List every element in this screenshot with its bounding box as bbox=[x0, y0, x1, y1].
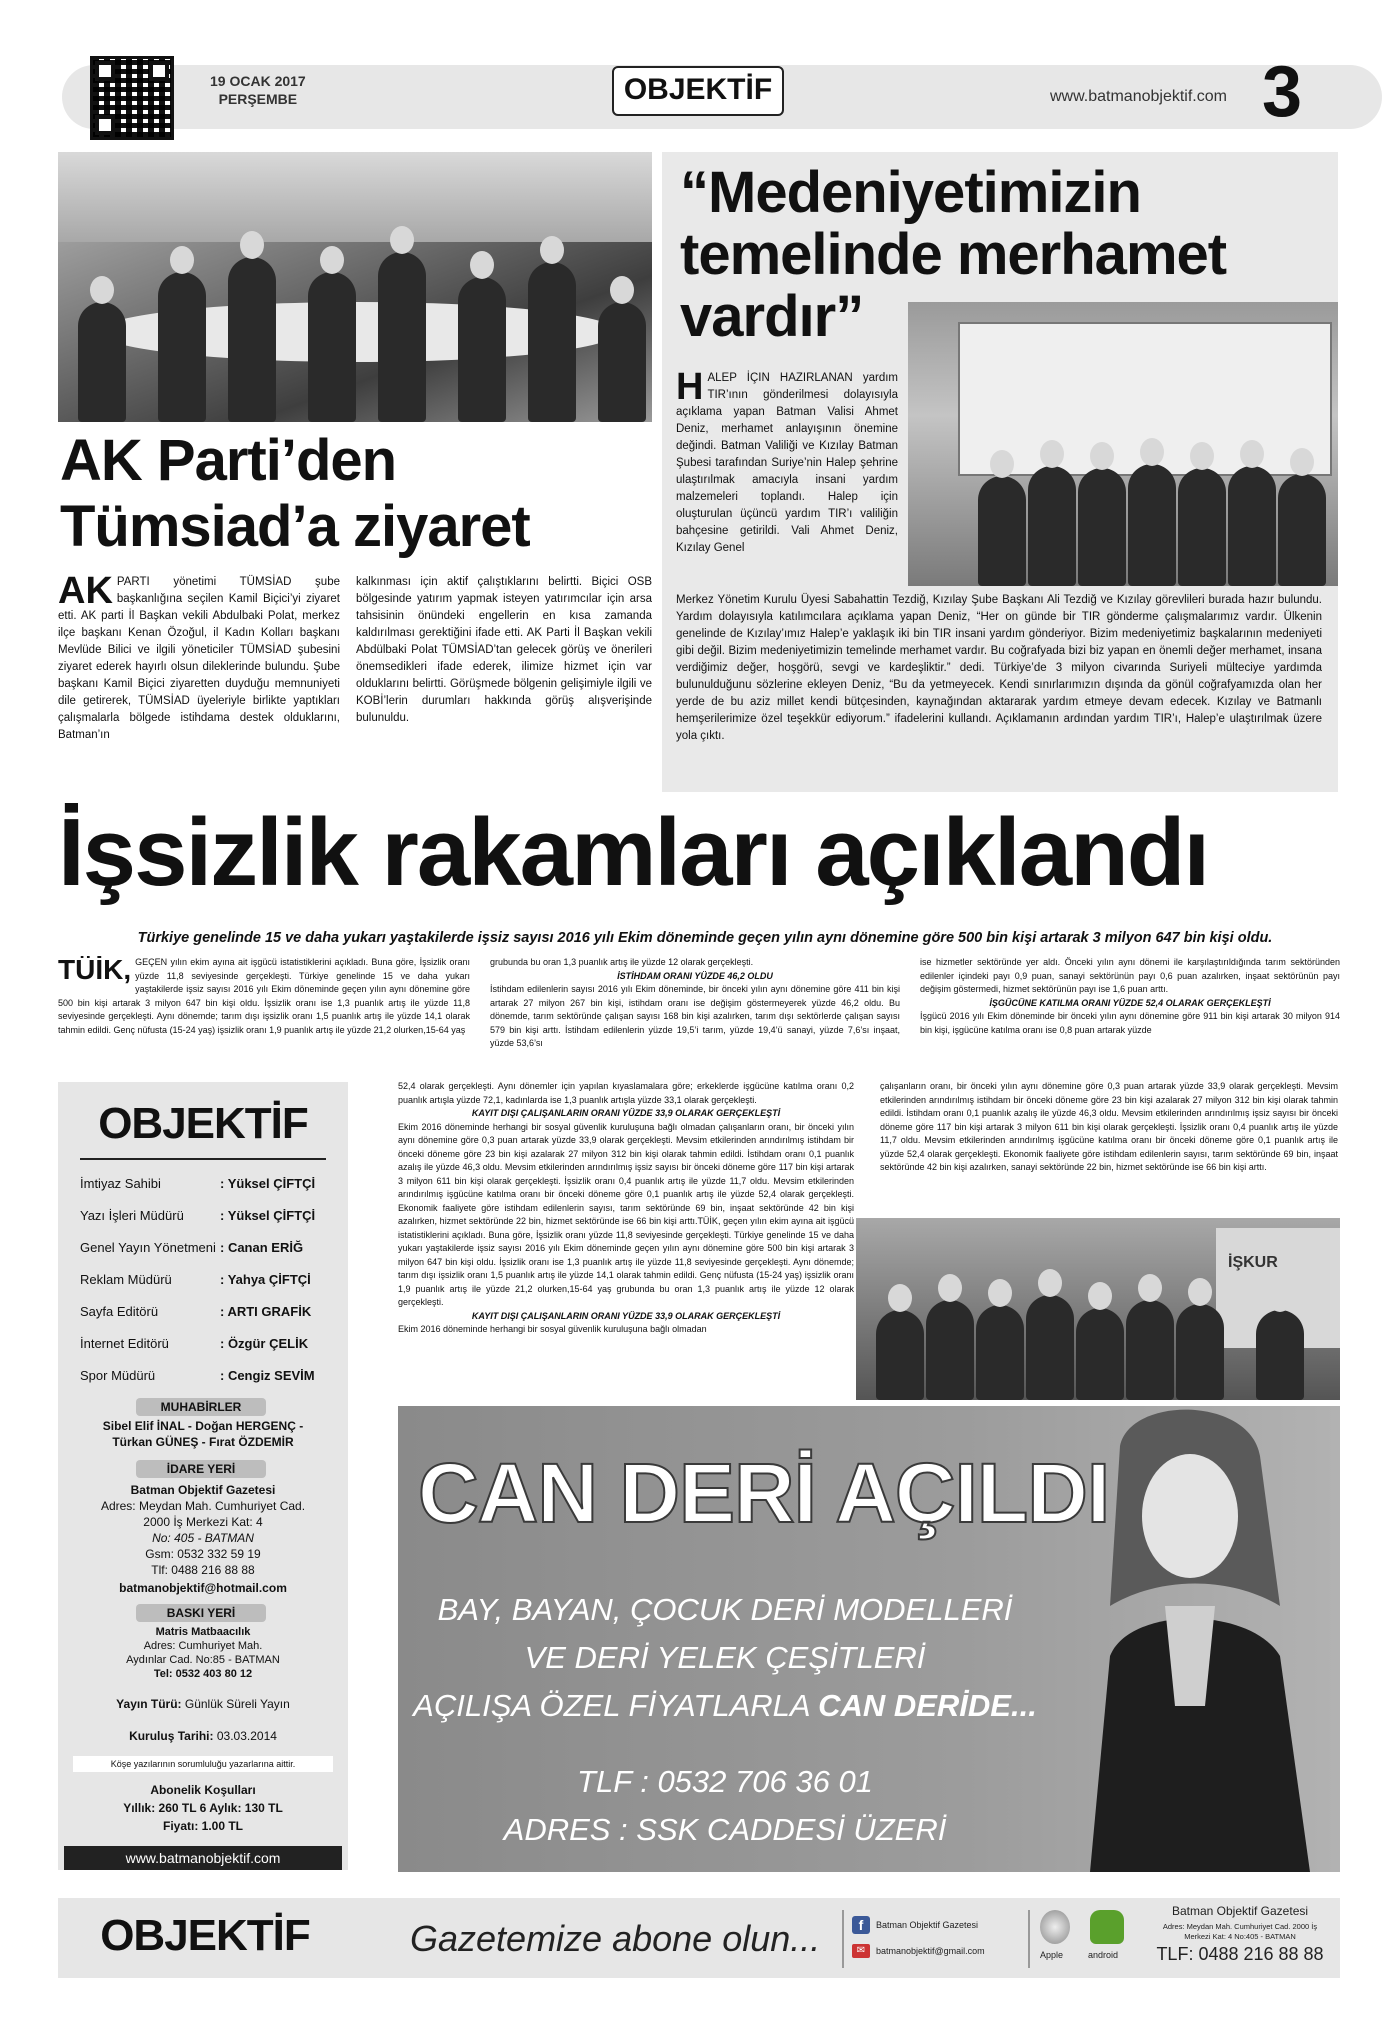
baski-line: Adres: Cumhuriyet Mah. bbox=[143, 1640, 263, 1652]
body-text: PARTI yönetimi TÜMSİAD şube başkanlığına seçilen Kamil Biçici’yi ziyaret etti. AK parti İl Başkan vekili Abdulbaki Polat, merkez ilçe başkanı Kenan Özoğul, il Kadın Kolları başkanı Mevlüde Bilici ve ilgili yöneticiler TÜMSİAD şubesini ziyaret ederek hayırlı olsun dileklerinde bulundu. Şube başkanı Kamil Biçici ziyaretten duyduğu memnuniyeti dile getirerek, TÜMSİAD üyeleriyle birlikte yaptıkları çalışmalarla bölgede istihdama destek olduklarını, Batman’ın bbox=[58, 576, 340, 741]
section-subhead: KAYIT DIŞI ÇALIŞANLARIN ORANI YÜZDE 33,9 OLARAK GERÇEKLEŞTİ bbox=[471, 1310, 781, 1321]
body-text: 52,4 olarak gerçekleşti. Aynı dönemler için yapılan kıyaslamalara göre; erkeklerde işgücüne katılma oranı 0,2 puanlık artışla yüzde 72,1, kadınlarda ise 1,3 puanlık artışla yüzde 33,1 olarak gerçekleşti. bbox=[398, 1081, 854, 1105]
body-text: grubunda bu oran 1,3 puanlık artış ile yüzde 12 olarak gerçekleşti. bbox=[490, 957, 754, 967]
footer-divider bbox=[1028, 1910, 1030, 1968]
apple-icon[interactable] bbox=[1040, 1910, 1070, 1944]
issue-date bbox=[210, 72, 306, 108]
qr-code-icon bbox=[90, 56, 174, 140]
iskur-crowd-photo bbox=[856, 1218, 1340, 1400]
kurulus-key: Kuruluş Tarihi: bbox=[129, 1729, 214, 1743]
idare-heading: İDARE YERİ bbox=[136, 1460, 266, 1478]
qr-finder bbox=[95, 61, 115, 81]
idare-email[interactable]: batmanobjektif@hotmail.com bbox=[119, 1581, 287, 1595]
row-key: Reklam Müdürü bbox=[80, 1272, 172, 1287]
idare-name: Batman Objektif Gazetesi bbox=[130, 1483, 276, 1497]
yayin-turu bbox=[64, 1696, 342, 1712]
body-text: Ekim 2016 döneminde herhangi bir sosyal güvenlik kuruluşuna bağlı olmadan çalışanların oranı, bir önceki yılın aynı dönemine göre 0,3 puan artarak yüzde 33,9 olarak gerçekleşti. Mevsim etkilerinden arındırılmış istihdam bir önceki döneme göre 23 bin kişi azalarak 27 milyon 312 bin kişi olarak tahmin edildi. İstihdam oranı 0,1 puanlık azalış ile yüzde 46,3 oldu. Mevsim etkilerinden arındırılmış işsiz sayısı bir önceki döneme göre 117 bin kişi artarak 3 milyon 611 bin kişi olarak gerçekleşti. İşsizlik oranı 0,4 puanlık artış ile yüzde 11,7 oldu. Mevsim etkilerinden arındırılmış işgücüne katılma oranı bir önceki döneme göre 0,1 puanlık artış ile yüzde 52,4 olarak gerçekleşti. Ekonomik faaliyete göre istihdam edilenlerin sayısı, tarım sektöründe 69 bin, inşaat sektöründe 42 bin kişi azalırken, hizmet sektöründe 22 bin, hizmet sektöründe ise 66 bin kişi arttı.TÜİK, geçen yılın ekim ayına ait işgücü istatistiklerini açıkladı. Buna göre, İşsizlik oranı yüzde 11,8 seviyesinde gerçekleşti. Türkiye genelinde 15 ve daha yukarı yaştakilerde işsiz sayısı 2016 yılı Ekim döneminde geçen yılın aynı dönemine göre 500 bin kişi artarak 3 milyon 647 bin kişi oldu. İşsizlik oranı ise 1,3 puanlık artış ile yüzde 11,8 seviyesinde gerçekleşti. Aynı dönemde; tarım dışı işsizlik oranı 1,5 puanlık artış ile yüzde 14,1 olarak tahmin edildi. Genç nüfusta (15-24 yaş) işsizlik oranı 1,9 puanlık artış ile yüzde 21,2 olurken,15-64 yaş grubunda bu oran 1,3 puanlık artış ile yüzde 12 olarak gerçekleşti. bbox=[398, 1121, 854, 1307]
row-key: Genel Yayın Yönetmeni bbox=[80, 1240, 216, 1255]
row-value: : ARTI GRAFİK bbox=[220, 1304, 312, 1319]
section-subhead: İSTİHDAM ORANI YÜZDE 46,2 OLDU bbox=[617, 970, 773, 981]
baski-name: Matris Matbaacılık bbox=[155, 1626, 251, 1638]
page-number: 3 bbox=[1262, 52, 1303, 132]
abonelik-heading: Abonelik Koşulları bbox=[150, 1783, 256, 1797]
body-text: kalkınması için aktif çalıştıklarını belirtti. Biçici OSB bölgesinde yatırım yapmak isteyen yatırımcılar için arsa tahsisinin önündeki engellerin en kısa zamanda kaldırılması gerektiğini ifade etti. AK Parti İl Başkan vekili Abdülbaki Polat TÜMSİAD’tan gelecek görüş ve önerileri önemsedikleri ifade ederek, ilimize hizmet için var olduklarını belirtti. Görüşmede bölgenin gelişimiyle ilgili ve KOBİ’lerin durumları hakkında görüş alışverişinde bulunuldu. bbox=[356, 576, 652, 724]
headline-line: Tümsiad’a ziyaret bbox=[60, 494, 530, 559]
ad-line: BAY, BAYAN, ÇOCUK DERİ MODELLERİ bbox=[437, 1592, 1013, 1627]
kurulus-value: 03.03.2014 bbox=[216, 1729, 277, 1743]
baski-line: Aydınlar Cad. No:85 - BATMAN bbox=[126, 1654, 280, 1666]
footer-address: Merkezi Kat: 4 No:405 - BATMAN bbox=[1184, 1932, 1296, 1941]
row-key: İmtiyaz Sahibi bbox=[80, 1176, 161, 1191]
headline-line: “Medeniyetimizin bbox=[680, 160, 1141, 225]
body-text: ALEP İÇIN HAZIRLANAN yardım TIR’ının gönderilmesi dolayısıyla açıklama yapan Batman Valisi Ahmet Deniz, merhamet anlayışının önemine değindi. Batman Valiliği ve Kızılay Batman Şubesi tarafından Suriye’nin Halep şehrine ulaştırılmak amacıyla insani yardım malzemeleri toplandı. Halep için oluşturulan üçüncü yardım TIR’ı valiliğin bahçesine getirildi. Vali Ahmet Deniz, Kızılay Genel bbox=[676, 372, 898, 554]
muhabirler-line: Türkan GÜNEŞ - Fırat ÖZDEMİR bbox=[112, 1435, 294, 1449]
masthead-row bbox=[80, 1368, 330, 1388]
idare-line: Gsm: 0532 332 59 19 bbox=[145, 1547, 261, 1561]
android-icon[interactable] bbox=[1090, 1910, 1124, 1944]
issizlik-col4 bbox=[398, 1080, 854, 1396]
subscribe-slogan: Gazetemize abone olun... bbox=[410, 1918, 821, 1959]
row-key: Spor Müdürü bbox=[80, 1368, 156, 1383]
headline-ak-parti bbox=[60, 428, 660, 560]
baski-heading: BASKI YERİ bbox=[136, 1604, 266, 1622]
row-value: : Cengiz SEVİM bbox=[220, 1368, 315, 1383]
subheadline-issizlik: Türkiye genelinde 15 ve daha yukarı yaştakilerde işsiz sayısı 2016 yılı Ekim döneminde geçen yılın aynı dönemine göre 500 bin kişi artarak 3 milyon 647 bin kişi oldu. bbox=[137, 930, 1273, 946]
masthead-website-link[interactable]: www.batmanobjektif.com bbox=[64, 1846, 342, 1870]
footer-logo[interactable] bbox=[80, 1906, 330, 1966]
iskur-sign: İŞKUR bbox=[1228, 1254, 1278, 1271]
row-value: : Canan ERİĞ bbox=[220, 1240, 304, 1255]
website-link[interactable]: www.batmanobjektif.com bbox=[1050, 88, 1227, 105]
android-label: android bbox=[1088, 1950, 1119, 1960]
row-key: İnternet Editörü bbox=[80, 1336, 169, 1351]
meeting-photo bbox=[58, 152, 652, 422]
ad-line bbox=[400, 1686, 1050, 1726]
footer-tel: TLF: 0488 216 88 88 bbox=[1156, 1944, 1324, 1964]
baski-tel: Tel: 0532 403 80 12 bbox=[153, 1668, 253, 1680]
aid-truck-photo bbox=[908, 302, 1338, 586]
issizlik-col3 bbox=[920, 956, 1340, 1066]
row-value: : Özgür ÇELİK bbox=[220, 1336, 309, 1351]
day-text: PERŞEMBE bbox=[218, 91, 298, 107]
row-key: Yazı İşleri Müdürü bbox=[80, 1208, 184, 1223]
section-subhead: KAYIT DIŞI ÇALIŞANLARIN ORANI YÜZDE 33,9 OLARAK GERÇEKLEŞTİ bbox=[471, 1108, 781, 1118]
muhabirler-line: Sibel Elif İNAL - Doğan HERGENÇ - bbox=[102, 1419, 304, 1433]
idare-line: Tlf: 0488 216 88 88 bbox=[151, 1563, 255, 1577]
qr-finder bbox=[149, 61, 169, 81]
headline-line: temelinde merhamet bbox=[680, 222, 1227, 287]
masthead-row bbox=[80, 1208, 330, 1228]
muhabirler-heading: MUHABİRLER bbox=[136, 1398, 266, 1416]
masthead-row bbox=[80, 1240, 330, 1260]
row-key: Sayfa Editörü bbox=[80, 1304, 159, 1319]
abonelik-price: Yıllık: 260 TL 6 Aylık: 130 TL bbox=[123, 1801, 283, 1815]
section-subhead: İŞGÜCÜNE KATILMA ORANI YÜZDE 52,4 OLARAK GERÇEKLEŞTİ bbox=[989, 997, 1271, 1008]
logo-text: OBJEKTİF bbox=[100, 1911, 310, 1960]
logo-text: OBJEKTİF bbox=[623, 73, 773, 106]
footer-paper-name: Batman Objektif Gazetesi bbox=[1171, 1904, 1309, 1918]
row-value: : Yahya ÇİFTÇİ bbox=[220, 1272, 311, 1287]
apple-label: Apple bbox=[1040, 1950, 1064, 1960]
headline-issizlik: İşsizlik rakamları açıklandı bbox=[58, 799, 1209, 906]
ad-title: CAN DERİ AÇILDI bbox=[418, 1446, 1110, 1540]
ad-text-bold: CAN DERİDE... bbox=[818, 1688, 1037, 1723]
issizlik-col1 bbox=[58, 956, 470, 1066]
body-text: çalışanların oranı, bir önceki yılın aynı dönemine göre 0,3 puan artarak yüzde 33,9 olarak gerçekleşti. Mevsim etkilerinden arındırılmış istihdam bir önceki döneme göre 23 bin kişi azalarak 27 milyon 312 bin kişi olarak tahmin edildi. İstihdam oranı 0,1 puanlık azalış ile yüzde 46,3 oldu. Mevsim etkilerinden arındırılmış işsiz sayısı bir önceki döneme göre 117 bin kişi artarak 3 milyon 611 bin kişi olarak gerçekleşti. İşsizlik oranı 0,4 puanlık artış ile yüzde 11,7 oldu. Mevsim etkilerinden arındırılmış işgücüne katılma oranı bir önceki döneme göre 0,1 puanlık artış ile yüzde 52,4 olarak gerçekleşti. Ekonomik faaliyete göre istihdam edilenlerin sayısı, tarım sektöründe 69 bin, inşaat sektöründe 42 bin kişi azalırken, sanayi sektöründe 22 bin, hizmet sektöründe ise 66 bin kişi arttı. bbox=[880, 1081, 1338, 1172]
qr-finder bbox=[95, 115, 115, 135]
row-value: : Yüksel ÇİFTÇİ bbox=[220, 1208, 316, 1223]
headline-line: vardır” bbox=[680, 284, 864, 349]
footer-email[interactable]: batmanobjektif@gmail.com bbox=[876, 1946, 985, 1956]
newspaper-logo[interactable] bbox=[612, 66, 784, 116]
ad-text: AÇILIŞA ÖZEL FİYATLARLA bbox=[413, 1688, 819, 1723]
masthead-row bbox=[80, 1272, 330, 1292]
masthead-logo bbox=[80, 1094, 326, 1160]
drop-cap: AK bbox=[58, 574, 113, 612]
ak-story-col2 bbox=[356, 574, 652, 774]
body-text: İstihdam edilenlerin sayısı 2016 yılı Ekim döneminde, bir önceki yılın aynı dönemine göre 411 bin kişi artarak 27 milyon 267 bin kişi, istihdam oranı ise değişim göstermeyerek yüzde 46,2 oldu. Bu dönemde, tarım sektöründe çalışan sayısı 168 bin kişi azalırken, tarım dışı sektörlerde çalışan sayısı 579 bin kişi arttı. İstihdam edilenlerin yüzde 19,5’i tarım, yüzde 19,4’ü sanayi, yüzde 7,6’sı inşaat, yüzde 53,6’sı bbox=[490, 984, 900, 1048]
masthead-row bbox=[80, 1176, 330, 1196]
facebook-name[interactable]: Batman Objektif Gazetesi bbox=[876, 1920, 979, 1930]
email-icon[interactable]: ✉ bbox=[852, 1944, 870, 1958]
body-text: GEÇEN yılın ekim ayına ait işgücü istatistiklerini açıkladı. Buna göre, İşsizlik oranı yüzde 11,8 seviyesinde gerçekleşti. Türkiye genelinde 15 ve daha yukarı yaştakilerde işsiz sayısı 2016 yılı Ekim döneminde geçen yılın aynı dönemine göre 500 bin kişi artarak 3 milyon 647 bin kişi oldu. İşsizlik oranı ise 1,3 puanlık artış ile yüzde 11,8 seviyesinde gerçekleşti. Aynı dönemde; tarım dışı işsizlik oranı 1,5 puanlık artış ile yüzde 14,1 olarak tahmin edildi. Genç nüfusta (15-24 yaş) işsizlik oranı 1,9 puanlık artış ile yüzde 21,2 olurken,15-64 yaş bbox=[58, 957, 470, 1035]
medeniyet-body bbox=[676, 592, 1322, 782]
ak-story-col1 bbox=[58, 574, 340, 774]
body-text: İşgücü 2016 yılı Ekim döneminde bir önceki yılın aynı dönemine göre 911 bin kişi artarak 30 milyon 914 bin kişi, işgücüne katılma oranı ise 0,8 puan artarak yüzde bbox=[920, 1011, 1340, 1035]
row-value: : Yüksel ÇİFTÇİ bbox=[220, 1176, 316, 1191]
ad-address: ADRES : SSK CADDESİ ÜZERİ bbox=[503, 1812, 947, 1847]
yayin-turu-value: Günlük Süreli Yayın bbox=[184, 1697, 290, 1711]
footer-address: Adres: Meydan Mah. Cumhuriyet Cad. 2000 İş bbox=[1162, 1922, 1318, 1931]
masthead-row bbox=[80, 1336, 330, 1356]
masthead-row bbox=[80, 1304, 330, 1324]
issizlik-col5 bbox=[880, 1080, 1338, 1212]
facebook-icon[interactable]: f bbox=[852, 1916, 870, 1934]
body-text: ise hizmetler sektöründe yer aldı. Önceki yılın aynı dönemi ile karşılaştırıldığında tarım sektöründen edilenler içindeki payı 0,9 puan, sanayi sektörünün payı 0,6 puan azalırken, inşaat sektörünün payı değişim göstermedi, hizmet sektörünün payı ise 1,6 puan arttı. bbox=[920, 957, 1340, 994]
idare-line: No: 405 - BATMAN bbox=[152, 1531, 254, 1545]
headline-line: AK Parti’den bbox=[60, 428, 397, 493]
drop-cap: TÜİK, bbox=[58, 956, 132, 985]
ad-phone: TLF : 0532 706 36 01 bbox=[577, 1764, 873, 1799]
responsibility-note: Köşe yazılarının sorumluluğu yazarlarına aittir. bbox=[73, 1756, 333, 1772]
issizlik-col2 bbox=[490, 956, 900, 1066]
idare-line: Adres: Meydan Mah. Cumhuriyet Cad. bbox=[100, 1499, 306, 1513]
body-text: Ekim 2016 döneminde herhangi bir sosyal güvenlik kuruluşuna bağlı olmadan bbox=[398, 1324, 707, 1334]
logo-text: OBJEKTİF bbox=[98, 1099, 308, 1148]
idare-line: 2000 İş Merkezi Kat: 4 bbox=[143, 1515, 263, 1529]
date-text: 19 OCAK 2017 bbox=[210, 73, 306, 89]
abonelik-fiyat: Fiyatı: 1.00 TL bbox=[162, 1819, 244, 1833]
drop-cap: H bbox=[676, 370, 704, 408]
kurulus-tarihi bbox=[64, 1728, 342, 1744]
medeniyet-lead bbox=[676, 370, 898, 592]
ad-line: VE DERİ YELEK ÇEŞİTLERİ bbox=[524, 1640, 926, 1675]
yayin-turu-key: Yayın Türü: bbox=[116, 1697, 182, 1711]
body-text: Merkez Yönetim Kurulu Üyesi Sabahattin Tezdiğ, Kızılay Şube Başkanı Ali Tezdiğ ve Kızılay görevlileri burada hazır bulundu. Yardım dolayısıyla katılımcılara açıklama yapan Deniz, “Her on günde bir TIR gönderme çalışmalarımız vardır. Ülkenin genelinde de Kızılay’ımız Halep’e yaklaşık iki bin TIR insani yardım gönderiyor. Bizim medeniyetimiz başkalarının medeniyeti gibi değil. Bizim medeniyetimizin temelinde merhamet vardır. Bu coğrafyada bizi biz yapan en önemli değer merhamet, insana verdiğimiz değer, hoşgörü, sevgi ve kardeşliktir.” dedi. Türkiye’de 3 milyon civarında Suriyeli mülteciye yardımda bulunulduğunu sözlerine ekleyen Deniz, “Bu da yetmeyecek. Kendi sınırlarımızın dışında da gönül coğrafyamızda olan her yerde de bu aziz millet kendi bütçesinden, kaynağından aktararak yardım etmeye devam edecek. Kızılay ve Batmanlı hemşerilerimize özel teşekkür ediyorum.” ifadelerini kullandı. Açıklamanın ardından yardım TIR’ı, Halep’e ulaştırılmak üzere yola çıktı. bbox=[676, 594, 1322, 742]
footer-divider bbox=[842, 1910, 844, 1968]
